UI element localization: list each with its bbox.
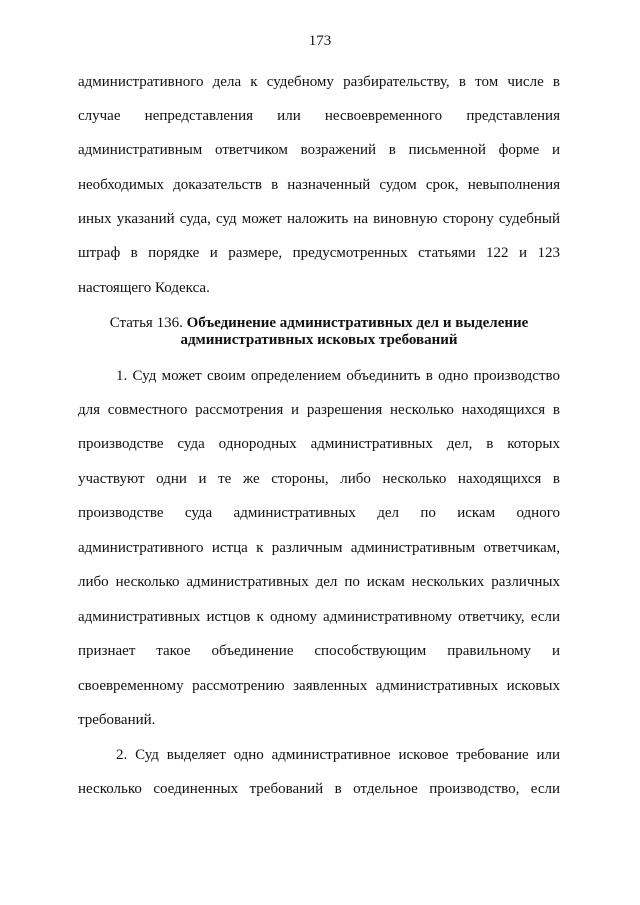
text-line: административным ответчиком возражений в письменной форме и — [78, 142, 560, 158]
article-title: Объединение административных дел и выделение — [186, 315, 529, 331]
text-line: иных указаний суда, суд может наложить на виновную сторону судебный — [78, 211, 560, 227]
text-line: 2. Суд выделяет одно административное исковое требование или — [116, 747, 560, 763]
text-line: настоящего Кодекса. — [78, 280, 210, 296]
text-line: административных истцов к одному административному ответчику, если — [78, 609, 560, 625]
text-line: признает такое объединение способствующим правильному и — [78, 643, 560, 659]
article-heading — [78, 314, 560, 332]
text-line: либо несколько административных дел по искам нескольких различных — [78, 574, 560, 590]
text-line: несколько соединенных требований в отдельное производство, если — [78, 781, 560, 797]
text-line: административного дела к судебному разбирательству, в том числе в — [78, 74, 560, 90]
article-heading-continued — [78, 331, 560, 349]
page-number: 173 — [308, 33, 332, 49]
text-line: необходимых доказательств в назначенный судом срок, невыполнения — [78, 177, 560, 193]
text-line: производстве суда административных дел по искам одного — [78, 505, 560, 521]
article-prefix: Статья 136. — [109, 315, 183, 331]
text-line: для совместного рассмотрения и разрешения несколько находящихся в — [78, 402, 560, 418]
text-line: административного истца к различным административным ответчикам, — [78, 540, 560, 556]
text-line: штраф в порядке и размере, предусмотренных статьями 122 и 123 — [78, 245, 560, 261]
text-line: случае непредставления или несвоевременного представления — [78, 108, 560, 124]
article-title-continued: административных исковых требований — [180, 332, 458, 348]
text-line: требований. — [78, 712, 156, 728]
text-line: своевременному рассмотрению заявленных административных исковых — [78, 678, 560, 694]
text-line: производстве суда однородных административных дел, в которых — [78, 436, 560, 452]
text-line: 1. Суд может своим определением объединить в одно производство — [116, 368, 560, 384]
text-line: участвуют одни и те же стороны, либо несколько находящихся в — [78, 471, 560, 487]
